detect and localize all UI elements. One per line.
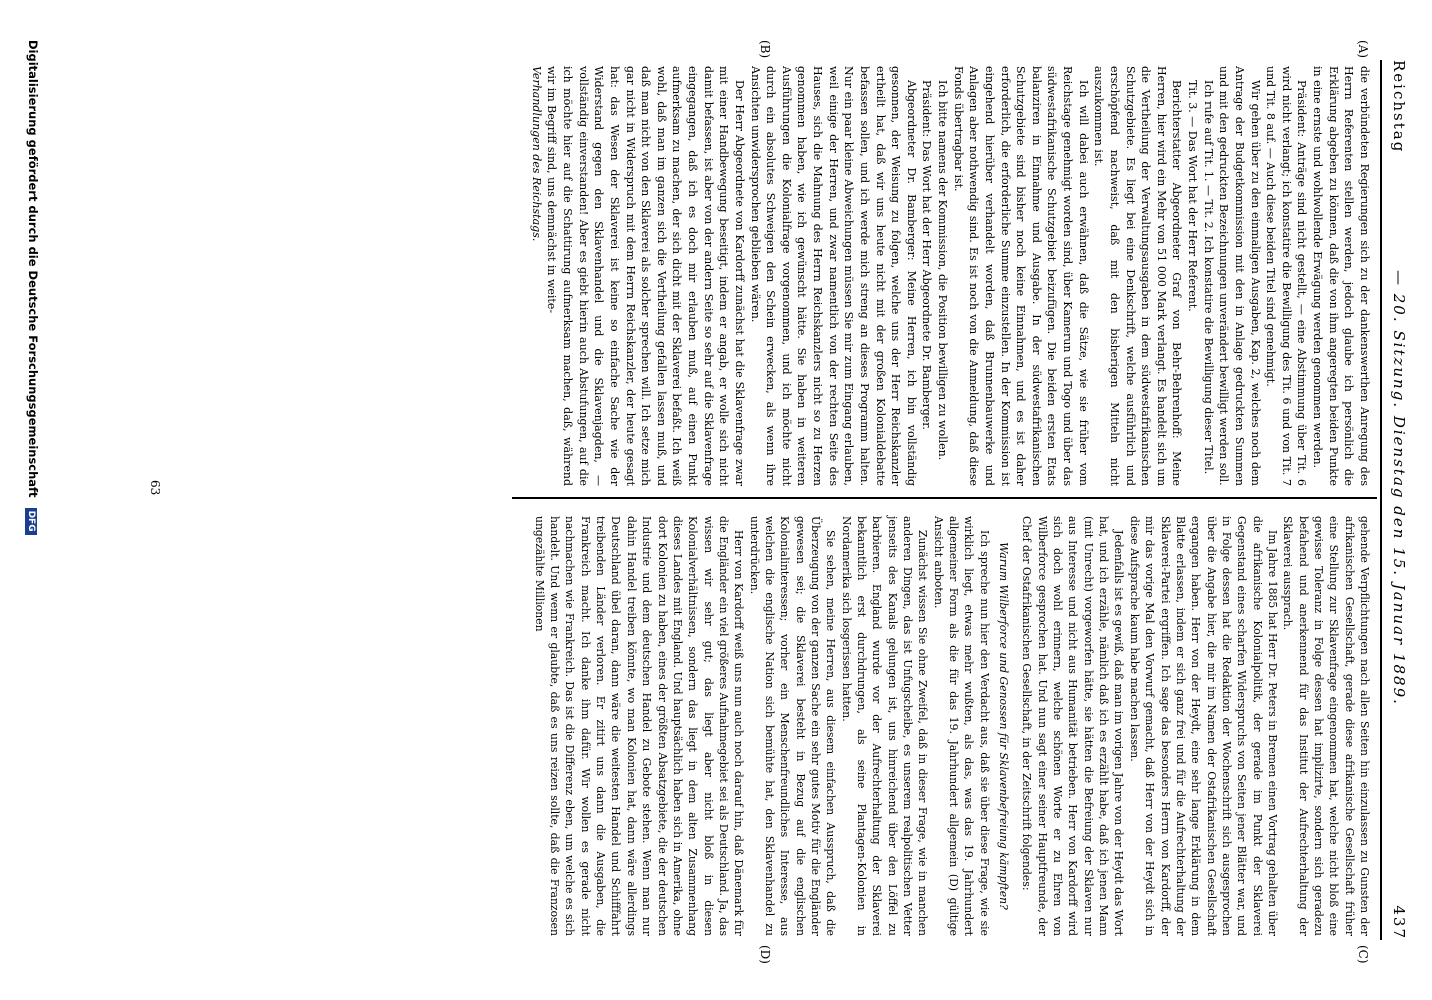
quote-heading: Warum Wilberforce und Genossen für Sklavenbefreiung kämpften? [997, 542, 1011, 910]
paragraph: Abgeordneter Dr. Bamberger: Meine Herren, ich bin vollständig gesonnen, der Weisung zu folgen, welche uns der Herr Reichskanzler ertheilt hat, daß wir uns heute nicht mit der großen Kolonialdebatte befassen sollen, und ich werde mich streng an dieses Programm halten. Nur ein paar kleine Abweichungen müssen Sie mir zum Eingang erlauben, weil einige der Herren, und zwar namentlich von der rechten Seite des Hauses, sich die Mahnung des Herrn Reichskanzlers nicht so zu Herzen genommen haben, wie ich gewünscht hätte. Sie haben in weiteren Ausführungen die Kolonialfrage vorgenommen, und ich möchte nicht durch ein absolutes Schweigen den Schein erwecken, als wenn ihre Ansichten unwidersprochen geblieben wären. [748, 66, 918, 486]
paragraph: Tit. 3. — Das Wort hat der Herr Referent. [1186, 80, 1200, 312]
paragraph: Zunächst wissen Sie ohne Zweifel, daß in dieser Frage, wie in manchen anderen Dingen, das ist Unfugscheibe, es unserem realpolitischen Vetter jenseits des Kanals gelungen ist, uns hinreichend über den Löffel zu barbieren. England wurde vor der Aufrechterhaltung der Sklaverei bekanntlich erst durchdrungen, als seine Plantagen-Kolonien in Nordamerika sich losgerissen hatten. [839, 516, 930, 936]
paragraph: Ich spreche nun hier den Verdacht aus, daß sie über diese Frage, wie sie wirklich liegt, etwas mehr wußten, als das, was das 19. Jahrhundert allgemeiner Form als die für das 19. Jahrhundert allgemein (D) gültige Ansicht anboten. [931, 516, 991, 936]
margin-mark-d: (D) [758, 945, 772, 964]
paragraph: Präsident: Anträge sind nicht gestellt, — eine Abstimmung über Tit. 6 wird nicht verlangt; ich konstatire die Bewilligung des Tit. 6 und von Tit. 7 und Tit. 8 auf. — Auch diese beiden Titel sind genehmigt. [1264, 66, 1309, 486]
margin-mark-c: (C) [1356, 945, 1370, 964]
paragraph: Ich bitte namens der Kommission, die Position bewilligen zu wollen. [936, 80, 950, 461]
paragraph: Wir gehen über zu den einmaligen Ausgaben, Kap. 2, welches noch dem Antrage der Budgetkommission mit den in Anlage gedruckten Summen und mit den gedruckten Bezeichnungen unverändert bewilligt werden soll. [1217, 66, 1262, 486]
paragraph: Ich rufe auf Tit. 1. — Tit. 2. Ich konstatire die Bewilligung dieser Titel. [1201, 80, 1215, 475]
footer-text: Digitalisierung gefördert durch die Deutsche Forschungsgemeinschaft [26, 40, 40, 498]
margin-mark-a: (A) [1356, 40, 1370, 59]
paragraph: Sie sehen, meine Herren, aus diesem einfachen Ausspruch, daß die Überzeugung von der ganzen Sache ein sehr gutes Motiv für die Engländer gewesen sei; die Sklaverei besteht in Bezug auf die englischen Kolonialinteressen; vorher ein Menschenfreundliches Interesse, aus welchen die englische Nation sich bemühte hat, den Sklavenhandel zu unterdrücken. [747, 516, 838, 936]
header-page-number: 437 [1390, 905, 1408, 940]
dfg-logo: DFG [25, 508, 37, 535]
left-column [528, 66, 1372, 486]
header-left: Reichstag [1390, 60, 1408, 154]
paragraph: Der Herr Abgeordnete von Kardorff zunächst hat die Sklavenfrage zwar mit einer Handbewegung beseitigt, indem er angab, er wolle sich nicht damit befassen, ist aber von der andern Seite so sehr auf die Sklavenfrage eingegangen, daß ich es doch mir erlauben muß, auf einen Punkt aufmerksam zu machen, der sich dicht mit der Sklaverei befaßt. Ich weiß wohl, daß man im ganzen sich die Vertheilung gefallen lassen muß, und daß man nicht von den Sklaverei als solcher sprechen will. Ich setze mich gar nicht in Widerspruch mit dem Herrn Reichskanzler, der heute gesagt hat: das Wesen der Sklaverei ist keine so einfache Sache wie der Widerstand gegen den Sklavenhandel und die Sklavenjagden, — vollständig einverstanden! Aber es giebt hierin auch Abstufungen, auf die ich möchte hier auf die Schattirung aufmerksam machen, daß, während wir im Begriff sind, uns demnächst in weite- [545, 66, 746, 486]
running-header [1384, 60, 1414, 940]
digitization-footer [25, 40, 40, 1000]
right-column [531, 516, 1372, 936]
paragraph: Ich will dabei auch erwähnen, daß die Sätze, wie sie früher vom Reichstage genehmigt worden sind, über Kamerun und Togo und über das südwestafrikanische Schutzgebiet beizufügen. Die beiden ersten Etats balanziren in Einnahme und Ausgabe. In der südwestafrikanischen Schutzgebiete sind bisher noch keine Einnahmen, und es ist daher erforderlich, die erforderliche Summe einzustellen. In der Kommission ist eingehend hierüber verhandelt worden, daß Brunnenbauwerke und Anlagen aber nothwendig sind. Es ist noch von die Anmeldung, daß diese Fonds übertragbar ist. [951, 66, 1090, 486]
paragraph: die verbündeten Regierungen sich zu der dankenswerthen Anregung des Herrn Referenten stellen werden, jedoch glaube ich persönlich die Erklärung abgeben zu können, daß die von ihm angeregten beiden Punkte in eine ernste und wohlwollende Erwägung werden genommen werden. [1311, 66, 1371, 486]
paragraph: Im Jahre 1885 hat Herr Dr. Peters in Bremen einen Vortrag gehalten über die afrikanische Kolonialpolitik, der gerade im Punkt der Sklaverei Gegenstand eines scharfen Widerspruchs von Seiten jener Blätter war, und in Folge dessen hat die Redaktion der Wochenschrift sich ausgesprochen über die Angabe hier, die mir im Namen der Ostafrikanischen Gesellschaft ergangen haben. Herr von der Heydt, eine sehr lange Erklärung in dem Blatte erlassen, indem er sich ganz frei und für die Aufrechterhaltung der Sklaverei-Partei ergriffen. Ich sage das besonders Herrn von Kardorff, der mir das vorige Mal den Vorwurf gemacht, daß Herr von der Heydt sich in diese Aufsprache kaum habe machen lassen. [1127, 516, 1279, 936]
paragraph: Herr von Kardorff weiß uns nun auch noch darauf hin, daß Dänemark für die Engländer ein viel größeres Aufnahmegebiet sei als Deutschland. Ja, das wissen wir sehr gut; das liegt aber nicht bloß in diesen Kolonialverhältnissen, sondern das liegt in dem alten Zusammenhang dieses Landes mit England. Und hauptsächlich haben sich in Amerika, ohne dort Kolonien zu haben, eines der größten Absatzgebiete, die der deutschen Industrie und dem deutschen Handel zu Gebote stehen. Wenn man nur dahin Handel treiben könnte, wo man Kolonien hat, dann wäre allerdings Deutschland übel daran, dann wäre die weitesten Handel und Schifffahrt treibenden Länder verloren. Er zitirt uns dann die Ausgaben, die Frankreich macht. Ich danke ihm dafür. Wir wollen es gerade nicht nachmachen wie Frankreich. Das ist die Differenz eben, um welche es sich handelt. Und wenn er glaubte, daß es uns reizen sollte, daß die Franzosen ungezählte Millionen [532, 516, 746, 936]
paragraph: Präsident: Das Wort hat der Herr Abgeordnete Dr. Bamberger. [920, 80, 934, 430]
margin-mark-b: (B) [758, 40, 772, 59]
paragraph: Berichterstatter Abgeordneter Graf von Behr-Behrenhoff: Meine Herren, hier wird ein Mehr von 51 000 Mark verlangt. Es handelt sich um die Vertheilung der Verwaltungsausgaben in dem südwestafrikanischen Schutzgebiete. Es liegt bei eine Denkschrift, welche ausführlich und erschöpfend nachweist, daß mit den bisherigen Mitteln nicht auszukommen ist. [1092, 66, 1184, 486]
column-divider [512, 497, 1377, 499]
footnote-source: Verhandlungen des Reichstags. [529, 66, 543, 242]
bottom-page-number: 63 [148, 480, 162, 496]
header-center: — 20. Sitzung. Dienstag den 15. Januar 1889. [1390, 270, 1408, 706]
paragraph: Jedenfalls ist es gewiß, daß man im vorigen Jahre von der Heydt das Wort hat, und ich erzähle, nämlich daß ich es erzählt habe, daß ich jenen Mann (mit Unrecht) vorgeworfen hätte, sie hätten die Befreiung der Sklaven nur aus Interesse und nicht aus Humanität betrieben. Herr von Kardorff wird sich doch wohl erinnern, welche schönen Worte er zu Ehren von Wilberforce gesprochen hat. Und nun sagt einer seiner Hauptfreunde, der Chef der Ostafrikanischen Gesellschaft, in der Zeitschrift folgendes: [1020, 516, 1126, 936]
header-rule [1380, 60, 1382, 940]
paragraph: gehende Verpflichtungen nach allen Seiten hin einzulassen zu Gunsten der afrikanischen Gesellschaft, gerade diese afrikanische Gesellschaft früher eine Stellung zur Sklavenfrage eingenommen hat, welche nicht bloß eine gewisse Toleranz in Folge dessen hat implizirte, sondern sich geradezu befahend und anerkennend für das Institut der Aufrechterhaltung der Sklaverei aussprach. [1281, 516, 1371, 936]
